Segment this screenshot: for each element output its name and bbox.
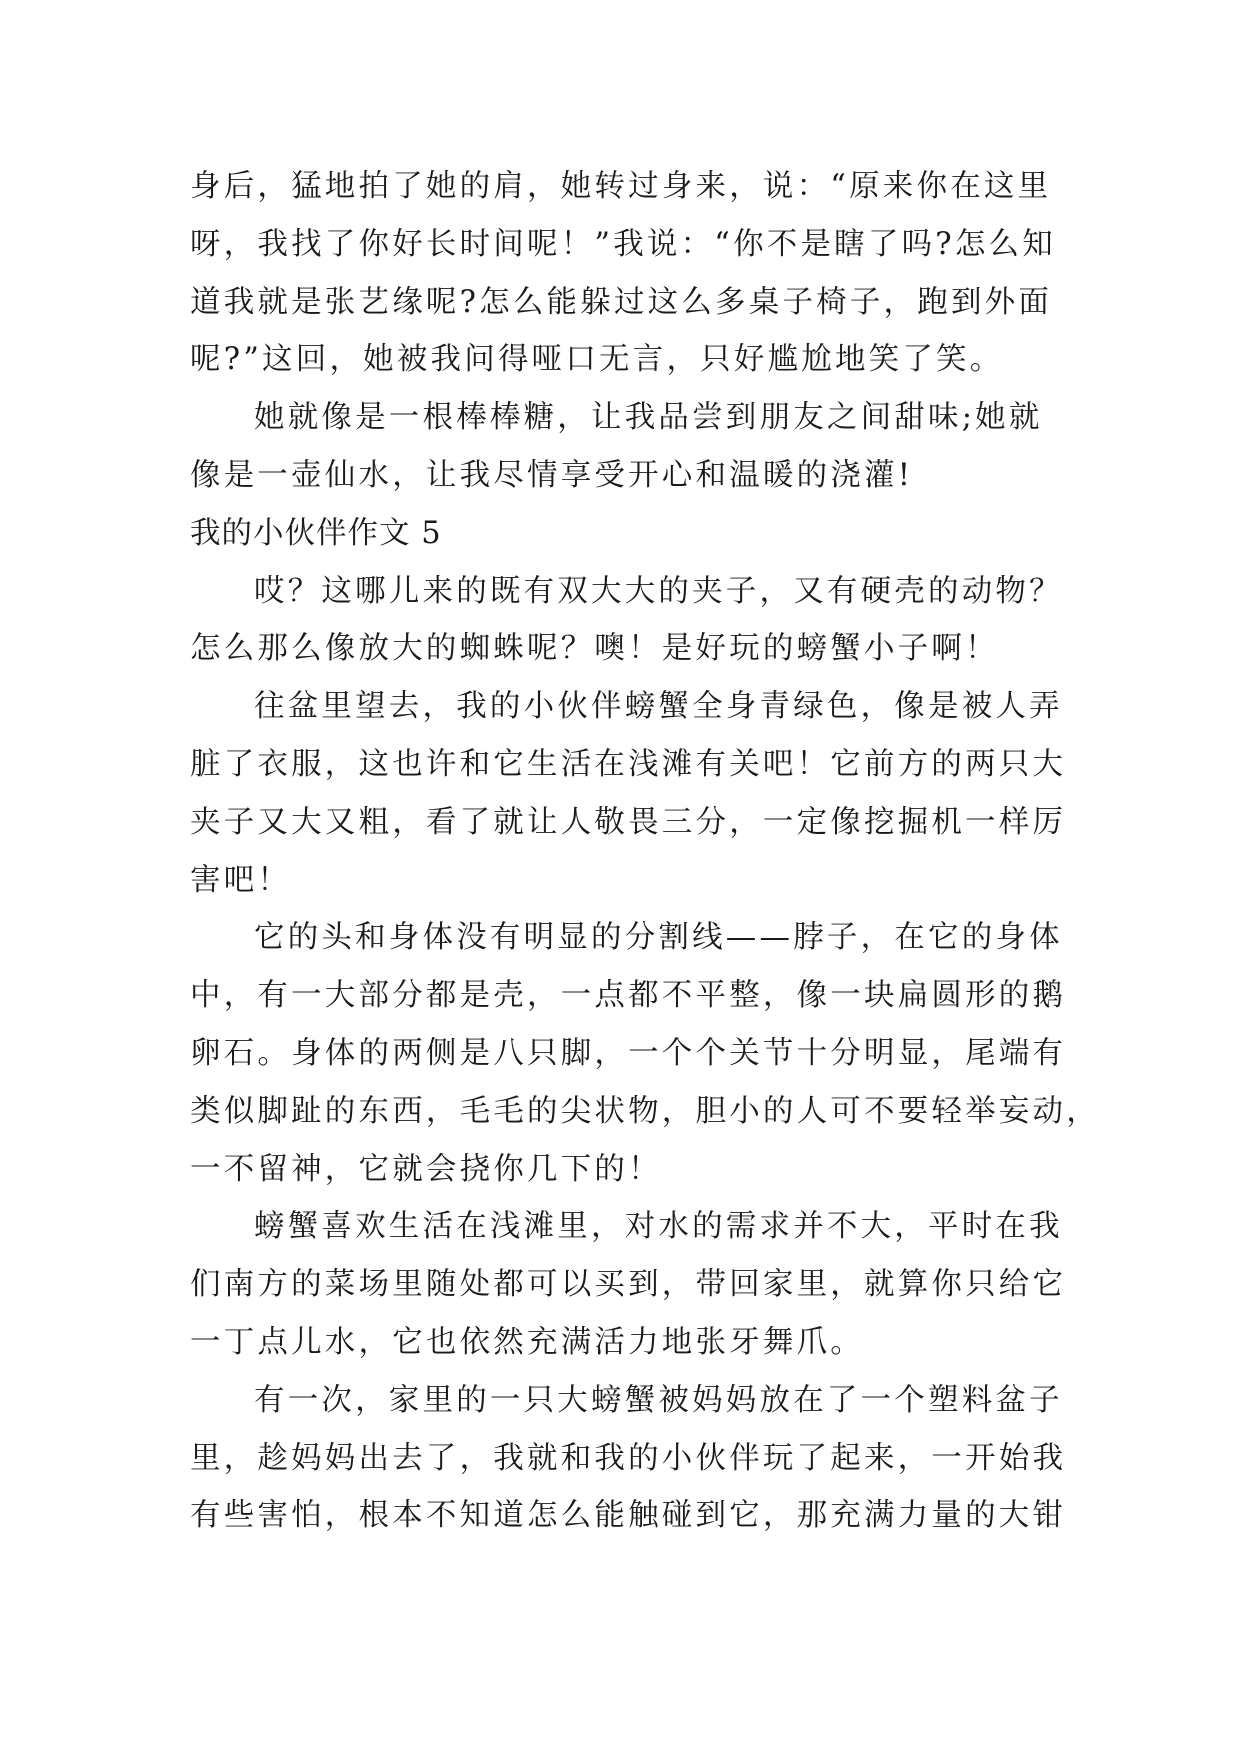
text-line: 脏了衣服，这也许和它生活在浅滩有关吧！它前方的两只大: [190, 746, 1067, 782]
paragraph-start-line: 往盆里望去，我的小伙伴螃蟹全身青绿色，像是被人弄: [254, 689, 1063, 725]
text-line: 呢?”这回，她被我问得哑口无言，只好尴尬地笑了笑。: [190, 342, 1004, 378]
text-line: 身后，猛地拍了她的肩，她转过身来，说：“原来你在这里: [190, 169, 1052, 204]
text-line: 一丁点儿水，它也依然充满活力地张牙舞爪。: [190, 1324, 864, 1360]
paragraph-start-line: 她就像是一根棒棒糖，让我品尝到朋友之间甜味;她就: [254, 400, 1043, 436]
text-line: 夹子又大又粗，看了就让人敬畏三分，一定像挖掘机一样厉: [190, 804, 1067, 840]
paragraph-start-line: 哎？这哪儿来的既有双大大的夹子，又有硬壳的动物？: [254, 573, 1063, 609]
text-line: 们南方的菜场里随处都可以买到，带回家里，就算你只给它: [190, 1267, 1067, 1303]
paragraph-start-line: 有一次，家里的一只大螃蟹被妈妈放在了一个塑料盆子: [254, 1382, 1063, 1418]
text-line: 类似脚趾的东西，毛毛的尖状物，胆小的人可不要轻举妄动，: [190, 1093, 1100, 1129]
text-line: 里，趁妈妈出去了，我就和我的小伙伴玩了起来，一开始我: [190, 1440, 1067, 1476]
text-line: 一不留神，它就会挠你几下的！: [190, 1151, 662, 1187]
text-line: 中，有一大部分都是壳，一点都不平整，像一块扁圆形的鹅: [190, 978, 1067, 1014]
paragraph-start-line: 它的头和身体没有明显的分割线——脖子，在它的身体: [254, 920, 1063, 956]
text-line: 怎么那么像放大的蜘蛛呢？噢！是好玩的螃蟹小子啊！: [190, 631, 999, 667]
text-line: 害吧！: [190, 862, 292, 898]
text-line: 道我就是张艺缘呢?怎么能躲过这么多桌子椅子，跑到外面: [190, 284, 1053, 320]
paragraph-start-line: 螃蟹喜欢生活在浅滩里，对水的需求并不大，平时在我: [254, 1209, 1063, 1245]
text-line: 有些害怕，根本不知道怎么能触碰到它，那充满力量的大钳: [190, 1498, 1067, 1534]
text-line: 呀，我找了你好长时间呢！”我说：“你不是瞎了吗?怎么知: [190, 226, 1056, 262]
section-heading: 我的小伙伴作文 5: [190, 515, 442, 551]
text-line: 像是一壶仙水，让我尽情享受开心和温暖的浇灌!: [190, 457, 914, 493]
text-line: 卵石。身体的两侧是八只脚，一个个关节十分明显，尾端有: [190, 1035, 1067, 1071]
document-body: [190, 158, 1100, 1545]
